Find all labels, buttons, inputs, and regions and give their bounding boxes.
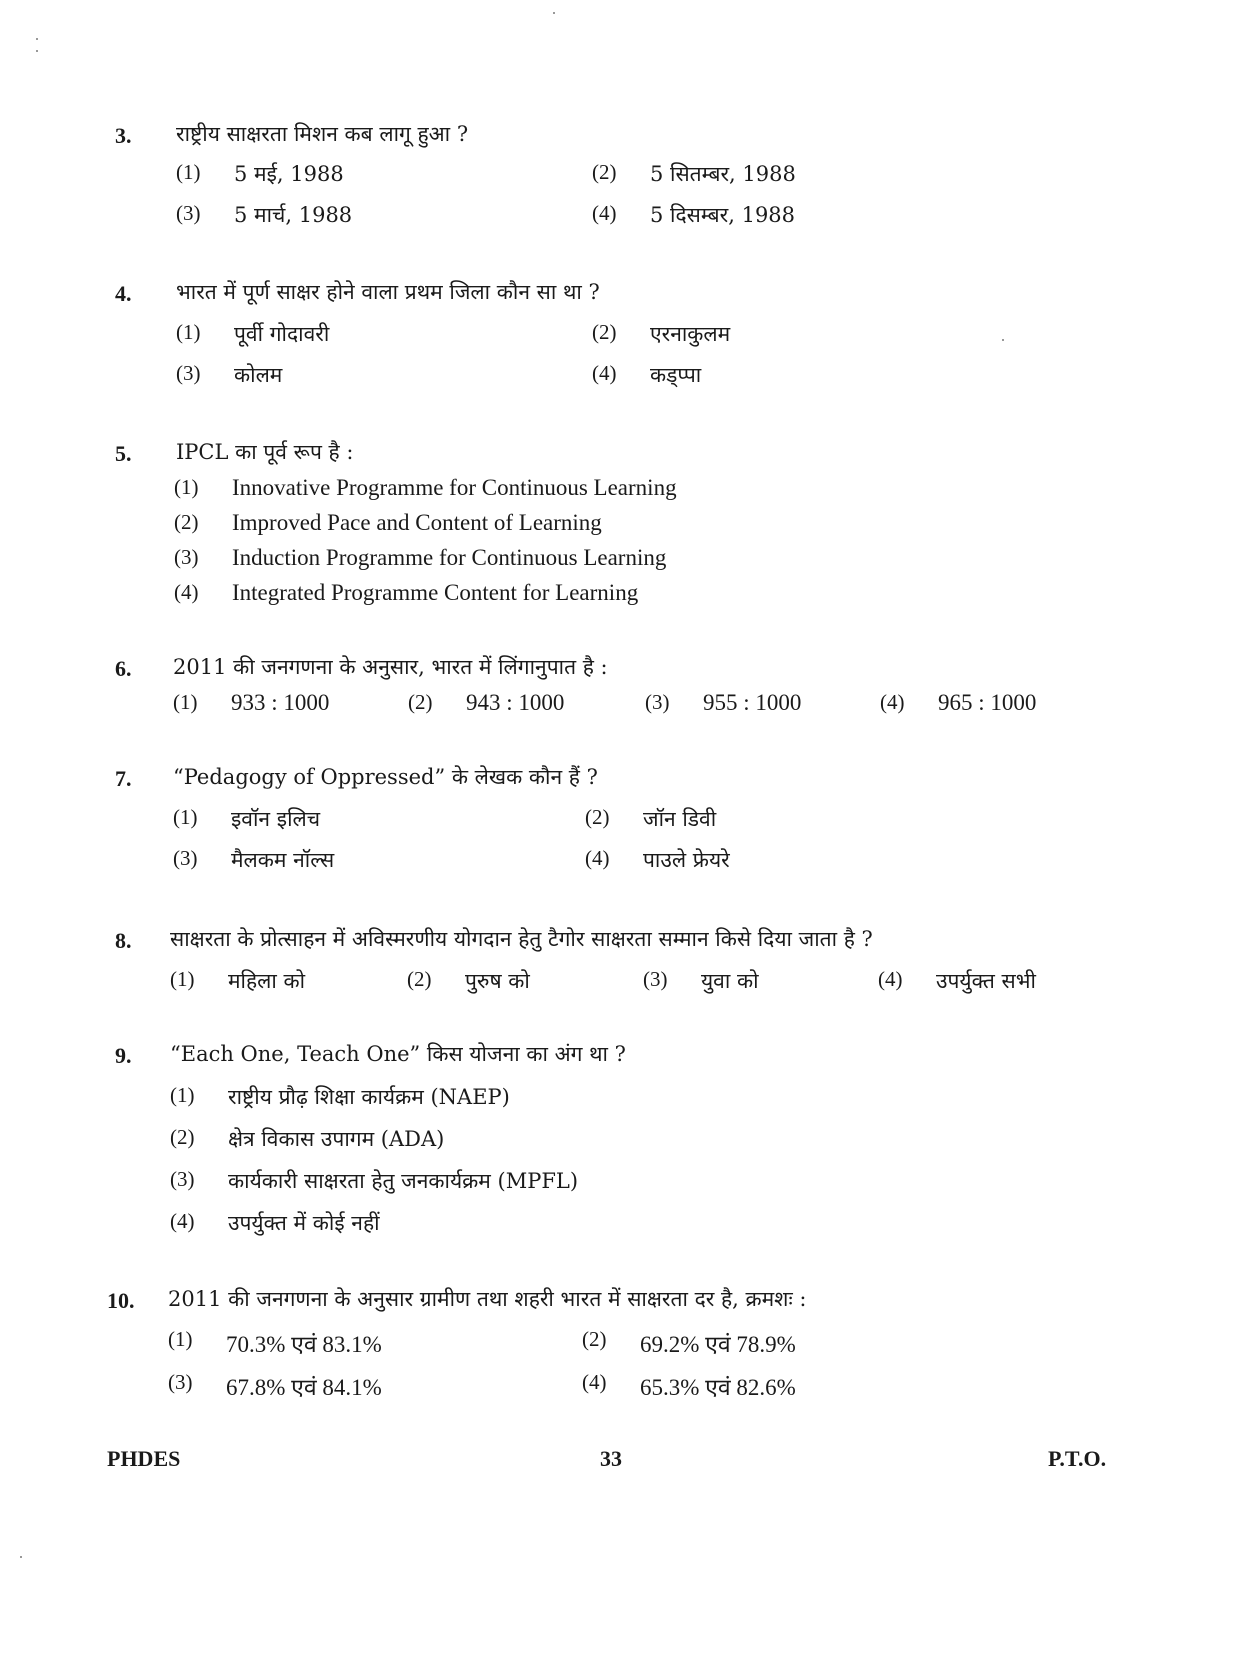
- option-number: (4): [585, 846, 610, 870]
- option-text: युवा को: [701, 969, 759, 993]
- option-number: (3): [173, 846, 198, 870]
- option-text: कार्यकारी साक्षरता हेतु जनकार्यक्रम (MPFL): [228, 1169, 579, 1193]
- option-text: 70.3% एवं 83.1%: [226, 1332, 382, 1357]
- page-number: 33: [600, 1446, 622, 1471]
- option-text: 955 : 1000: [703, 690, 802, 715]
- option-number: (4): [878, 967, 903, 991]
- option-number: (3): [170, 1167, 195, 1191]
- option-text: 965 : 1000: [938, 690, 1037, 715]
- question-text: “Each One, Teach One” किस योजना का अंग था ?: [170, 1042, 626, 1066]
- option-number: (2): [592, 160, 617, 184]
- option-number: (4): [170, 1209, 195, 1233]
- option-number: (4): [174, 580, 199, 604]
- option-number: (4): [592, 201, 617, 225]
- option-text: 943 : 1000: [466, 690, 565, 715]
- option-number: (3): [176, 361, 201, 385]
- option-text: कड्प्पा: [650, 363, 702, 387]
- footer-code: PHDES: [107, 1446, 181, 1471]
- option-text: उपर्युक्त सभी: [936, 969, 1036, 993]
- question-text: IPCL का पूर्व रूप है :: [176, 440, 354, 464]
- option-number: (3): [176, 201, 201, 225]
- option-number: (1): [173, 690, 198, 714]
- option-text: 5 दिसम्बर, 1988: [650, 203, 796, 227]
- scan-speck: [36, 38, 38, 40]
- option-text: राष्ट्रीय प्रौढ़ शिक्षा कार्यक्रम (NAEP): [228, 1085, 510, 1109]
- scan-speck: [36, 50, 38, 52]
- question-number: 10.: [107, 1288, 135, 1313]
- option-text: महिला को: [228, 969, 306, 993]
- scan-speck: [1002, 339, 1004, 341]
- option-number: (2): [407, 967, 432, 991]
- question-text: भारत में पूर्ण साक्षर होने वाला प्रथम जिला कौन सा था ?: [176, 280, 600, 304]
- option-text: 5 सितम्बर, 1988: [650, 162, 796, 186]
- option-number: (3): [643, 967, 668, 991]
- option-text: इवॉन इलिच: [231, 807, 321, 831]
- option-text: कोलम: [234, 363, 283, 387]
- option-text: क्षेत्र विकास उपागम (ADA): [228, 1127, 445, 1151]
- option-number: (1): [173, 805, 198, 829]
- option-text: पुरुष को: [465, 969, 530, 993]
- question-number: 9.: [115, 1043, 132, 1068]
- question-number: 3.: [115, 123, 132, 148]
- option-text: 5 मई, 1988: [234, 162, 344, 186]
- option-number: (1): [176, 320, 201, 344]
- question-number: 7.: [115, 766, 132, 791]
- question-text: 2011 की जनगणना के अनुसार ग्रामीण तथा शहरी भारत में साक्षरता दर है, क्रमशः :: [168, 1287, 807, 1311]
- question-text: साक्षरता के प्रोत्साहन में अविस्मरणीय योगदान हेतु टैगोर साक्षरता सम्मान किसे दिया जाता है ?: [170, 927, 873, 951]
- question-number: 8.: [115, 928, 132, 953]
- option-text: Integrated Programme Content for Learning: [232, 580, 639, 605]
- option-number: (1): [170, 967, 195, 991]
- option-number: (4): [582, 1370, 607, 1394]
- question-number: 5.: [115, 441, 132, 466]
- option-text: 69.2% एवं 78.9%: [640, 1332, 796, 1357]
- scan-speck: [553, 12, 555, 14]
- pto-label: P.T.O.: [1048, 1446, 1107, 1471]
- option-number: (2): [585, 805, 610, 829]
- option-number: (2): [174, 510, 199, 534]
- option-number: (3): [168, 1370, 193, 1394]
- option-number: (2): [582, 1327, 607, 1351]
- option-text: पाउले फ्रेयरे: [643, 848, 730, 872]
- question-number: 4.: [115, 281, 132, 306]
- option-number: (3): [645, 690, 670, 714]
- question-text: राष्ट्रीय साक्षरता मिशन कब लागू हुआ ?: [176, 122, 469, 146]
- option-number: (1): [168, 1327, 193, 1351]
- option-text: Induction Programme for Continuous Learning: [232, 545, 667, 570]
- option-number: (2): [592, 320, 617, 344]
- option-number: (4): [592, 361, 617, 385]
- option-text: जॉन डिवी: [643, 807, 717, 831]
- question-text: “Pedagogy of Oppressed” के लेखक कौन हैं ?: [173, 765, 598, 789]
- option-number: (1): [174, 475, 199, 499]
- option-text: Improved Pace and Content of Learning: [232, 510, 602, 535]
- option-number: (2): [170, 1125, 195, 1149]
- option-text: 65.3% एवं 82.6%: [640, 1375, 796, 1400]
- option-number: (1): [170, 1083, 195, 1107]
- option-text: उपर्युक्त में कोई नहीं: [228, 1211, 380, 1235]
- option-text: Innovative Programme for Continuous Learning: [232, 475, 677, 500]
- question-number: 6.: [115, 656, 132, 681]
- option-text: 67.8% एवं 84.1%: [226, 1375, 382, 1400]
- option-text: एरनाकुलम: [650, 322, 731, 346]
- option-text: पूर्वी गोदावरी: [234, 322, 330, 346]
- question-text: 2011 की जनगणना के अनुसार, भारत में लिंगानुपात है :: [173, 655, 608, 679]
- scan-speck: [20, 1556, 22, 1558]
- option-text: 933 : 1000: [231, 690, 330, 715]
- option-number: (2): [408, 690, 433, 714]
- option-number: (3): [174, 545, 199, 569]
- option-text: 5 मार्च, 1988: [234, 203, 353, 227]
- option-text: मैलकम नॉल्स: [231, 848, 335, 872]
- option-number: (4): [880, 690, 905, 714]
- option-number: (1): [176, 160, 201, 184]
